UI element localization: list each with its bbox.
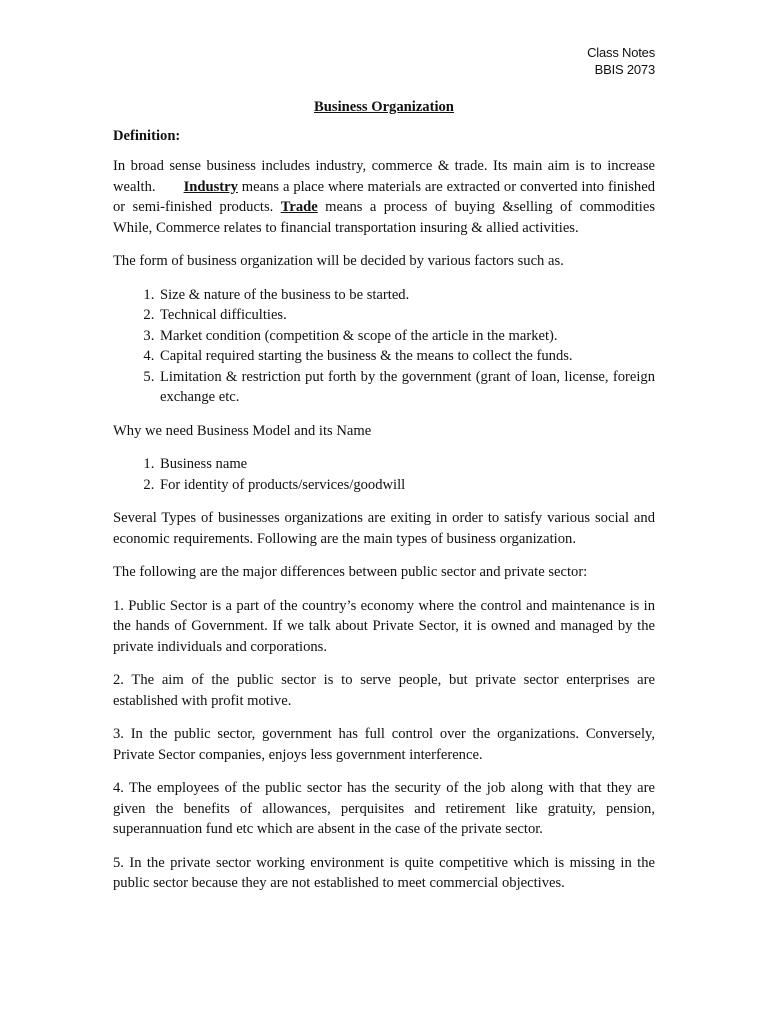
types-paragraph: Several Types of businesses organizations are exiting in order to satisfy various social and economic requirements. Following are the main types of business organization.: [113, 510, 655, 547]
model-reasons-list: [113, 454, 655, 495]
factor-item: 4. Capital required starting the business & the means to collect the funds.: [158, 346, 655, 367]
difference-item: 5. In the private sector working environment is quite competitive which is missing in the public sector because they are not established to meet commercial objectives.: [113, 854, 655, 891]
document-title: Business Organization: [314, 99, 454, 115]
factor-item: 1. Size & nature of the business to be started.: [158, 285, 655, 306]
intro-text-2: means a place where materials are extracted or converted into finished or semi-finished products.: [113, 178, 655, 215]
difference-item: 4. The employees of the public sector has the security of the job along with that they are given the benefits of allowances, perquisites and retirement like gratuity, pension, superannuation fund etc which are absent in the case of the private sector.: [113, 780, 655, 837]
difference-item: 2. The aim of the public sector is to serve people, but private sector enterprises are established with profit motive.: [113, 672, 655, 709]
model-reason-item: 2. For identity of products/services/goodwill: [158, 475, 655, 496]
document-body: [113, 97, 655, 907]
factors-intro: The form of business organization will be decided by various factors such as.: [113, 253, 564, 269]
factor-item: 2. Technical difficulties.: [158, 305, 655, 326]
model-intro: Why we need Business Model and its Name: [113, 422, 372, 439]
header-line-course-code: BBIS 2073: [594, 62, 655, 77]
factor-item: 5. Limitation & restriction put forth by the government (grant of loan, license, foreign exchange etc.: [158, 367, 655, 408]
difference-item: 3. In the public sector, government has full control over the organizations. Conversely, Private Sector companies, enjoys less government interference.: [113, 726, 655, 763]
header-line-class-notes: Class Notes: [587, 45, 655, 60]
differences-intro: The following are the major differences between public sector and private sector:: [113, 564, 588, 580]
definition-heading: Definition:: [113, 127, 181, 144]
intro-paragraph: [113, 156, 655, 238]
factors-list: [113, 285, 655, 408]
trade-keyword: Trade: [280, 199, 318, 215]
industry-keyword: Industry: [183, 178, 238, 195]
model-reason-item: 1. Business name: [158, 454, 655, 475]
difference-item: 1. Public Sector is a part of the country’s economy where the control and maintenance is in the hands of Government. If we talk about Private Sector, it is owned and managed by the private individuals and corporations.: [113, 597, 655, 655]
intro-text-3: means a process of buying &selling of commodities While, Commerce relates to financial transportation insuring & allied activities.: [113, 199, 655, 236]
class-notes-header: [587, 44, 655, 78]
factor-item: 3. Market condition (competition & scope of the article in the market).: [158, 326, 655, 347]
intro-text-1: In broad sense business includes industry, commerce & trade. Its main aim is to increase wealth.: [113, 158, 655, 195]
